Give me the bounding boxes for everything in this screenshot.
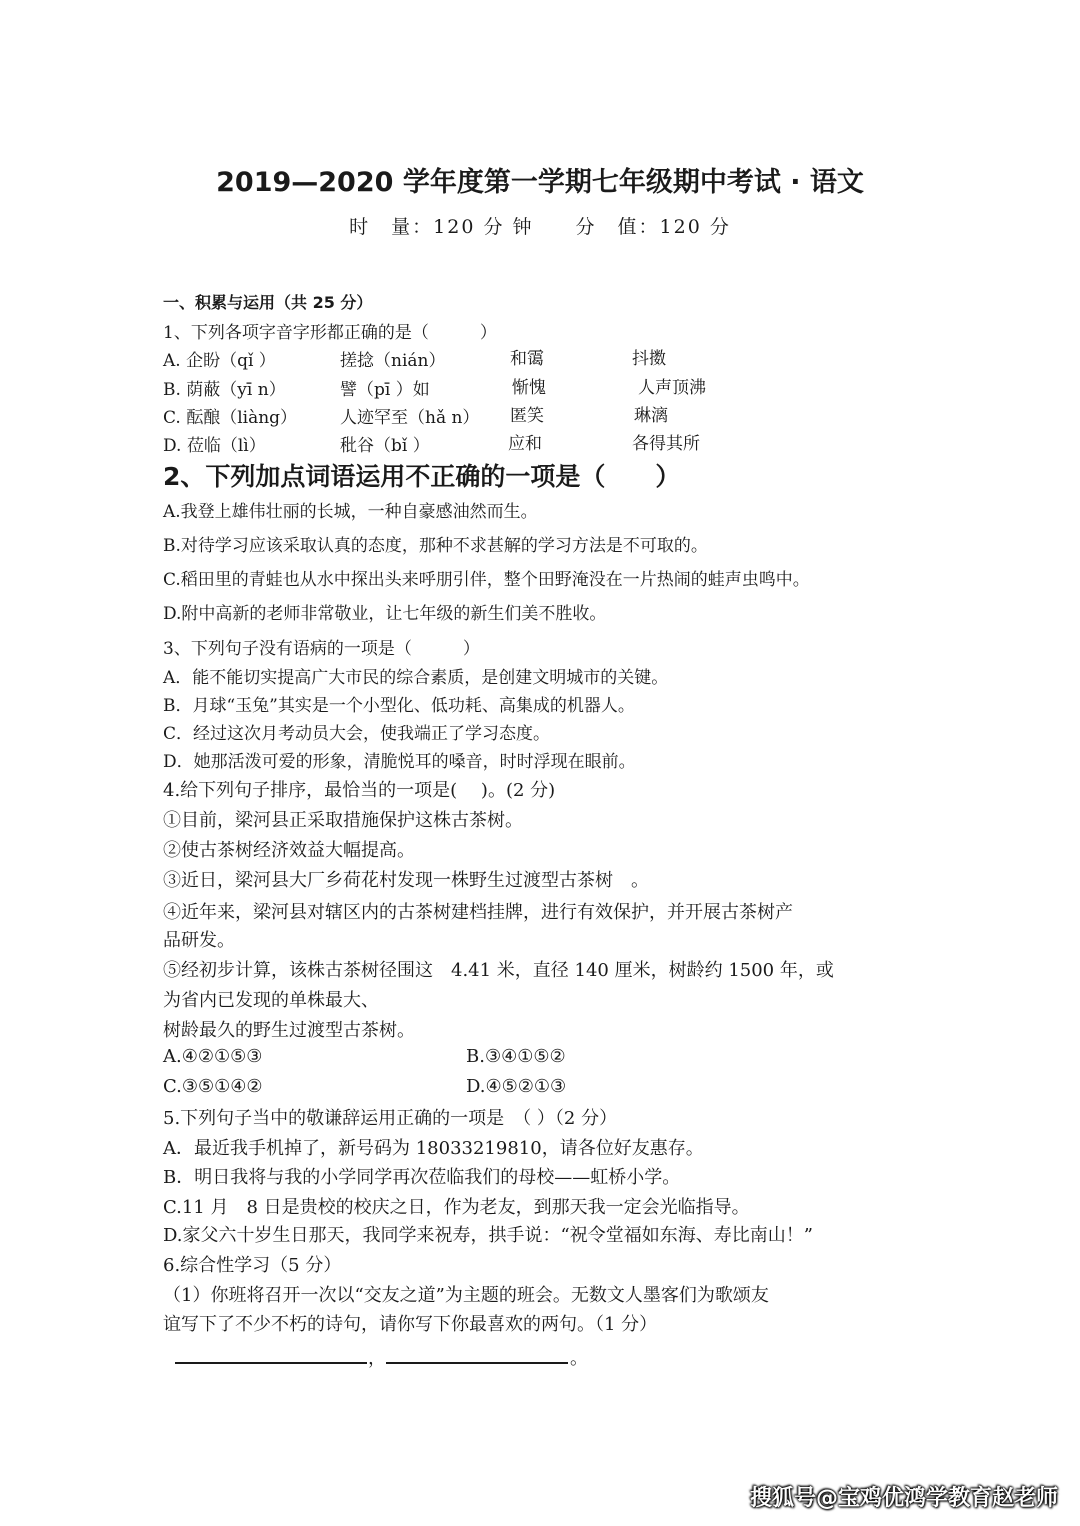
q4-line: ④近年来，梁河县对辖区内的古茶树建档挂牌，进行有效保护，并开展古茶树产 [163,902,793,923]
q1-b-1: B. 荫蔽（yī n） [163,380,286,400]
exam-score: 分 值：120 分 [575,216,731,238]
q5-option-b: B．明日我将与我的小学同学再次莅临我们的母校——虹桥小学。 [163,1167,681,1188]
q5-option-a: A．最近我手机掉了，新号码为 18033219810，请各位好友惠存。 [163,1138,704,1159]
q4-choice-c: C.③⑤①④② [163,1076,263,1097]
question-5-stem: 5.下列句子当中的敬谦辞运用正确的一项是 （ ）（2 分） [163,1108,618,1129]
q4-line: 树龄最久的野生过渡型古茶树。 [163,1020,415,1041]
q1-a-3: 和霭 [510,349,544,369]
q5-option-c: C.11 月 8 日是贵校的校庆之日，作为老友，到那天我一定会光临指导。 [163,1197,750,1218]
question-4-stem: 4.给下列句子排序，最恰当的一项是( )。(2 分) [163,780,556,801]
question-1-stem: 1、下列各项字音字形都正确的是（ ） [163,323,497,343]
exam-duration: 时 量：120 分 钟 [349,216,534,238]
question-6-stem: 6.综合性学习（5 分） [163,1255,342,1276]
q6-line: （1）你班将召开一次以“交友之道”为主题的班会。无数文人墨客们为歌颂友 [163,1285,769,1306]
exam-subtitle [0,212,1080,239]
watermark: 搜狐号@宝鸡优鸿学教育赵老师 [749,1486,1058,1511]
answer-blank-2[interactable] [386,1362,568,1364]
q4-line: ②使古茶树经济效益大幅提高。 [163,840,415,861]
q6-period: 。 [570,1348,588,1369]
q1-d-2: 秕谷（bǐ ） [340,436,430,456]
section-heading: 一、积累与运用（共 25 分） [163,293,373,312]
q4-line: ⑤经初步计算，该株古茶树径围这 4.41 米，直径 140 厘米，树龄约 1500 年，或 [163,960,834,981]
q3-option-b: B．月球“玉兔”其实是一个小型化、低功耗、高集成的机器人。 [163,696,635,716]
answer-blank-1[interactable] [175,1362,367,1364]
q1-c-1: C. 酝酿（liàng） [163,408,298,428]
q1-b-4: 人声顶沸 [638,378,706,398]
q1-c-2: 人迹罕至（hǎ n） [340,408,480,428]
question-3-stem: 3、下列句子没有语病的一项是（ ） [163,639,480,659]
q6-line: 谊写下了不少不朽的诗句，请你写下你最喜欢的两句。（1 分） [163,1314,658,1335]
q4-line: 为省内已发现的单株最大、 [163,990,379,1011]
q1-b-3: 惭愧 [512,378,546,398]
q4-line: ③近日，梁河县大厂乡荷花村发现一株野生过渡型古茶树 。 [163,870,649,891]
q1-a-1: A. 企盼（qǐ ） [163,351,276,371]
q2-option-b: B.对待学习应该采取认真的态度，那种不求甚解的学习方法是不可取的。 [163,536,708,556]
q2-option-d: D.附中高新的老师非常敬业，让七年级的新生们美不胜收。 [163,604,607,624]
exam-title: 2019—2020 学年度第一学期七年级期中考试 · 语文 [216,167,864,198]
q1-a-2: 搓捻（nián） [340,351,446,371]
q3-option-a: A．能不能切实提高广大市民的综合素质，是创建文明城市的关键。 [163,668,669,688]
q4-line: ①目前，梁河县正采取措施保护这株古茶树。 [163,810,523,831]
q4-choice-b: B.③④①⑤② [466,1046,566,1067]
question-2-stem: 2、下列加点词语运用不正确的一项是（ ） [163,462,681,491]
q2-option-a: A.我登上雄伟壮丽的长城，一种自豪感油然而生。 [163,502,538,522]
q6-comma: ， [368,1348,386,1369]
q1-d-4: 各得其所 [632,434,700,454]
q3-option-c: C．经过这次月考动员大会，使我端正了学习态度。 [163,724,551,744]
q1-c-4: 琳漓 [634,406,668,426]
q2-option-c: C.稻田里的青蛙也从水中探出头来呼朋引伴，整个田野淹没在一片热闹的蛙声虫鸣中。 [163,570,810,590]
q1-a-4: 抖擞 [632,349,666,369]
q1-b-2: 譬（pī ）如 [340,380,430,400]
q4-choice-a: A.④②①⑤③ [163,1046,263,1067]
q5-option-d: D.家父六十岁生日那天，我同学来祝寿，拱手说：“祝令堂福如东海、寿比南山！” [163,1225,813,1246]
q1-d-1: D. 莅临（lì） [163,436,266,456]
q3-option-d: D．她那活泼可爱的形象，清脆悦耳的嗓音，时时浮现在眼前。 [163,752,636,772]
q1-c-3: 匿笑 [510,406,544,426]
q1-d-3: 应和 [508,434,542,454]
q4-choice-d: D.④⑤②①③ [466,1076,567,1097]
q4-line: 品研发。 [163,930,235,951]
